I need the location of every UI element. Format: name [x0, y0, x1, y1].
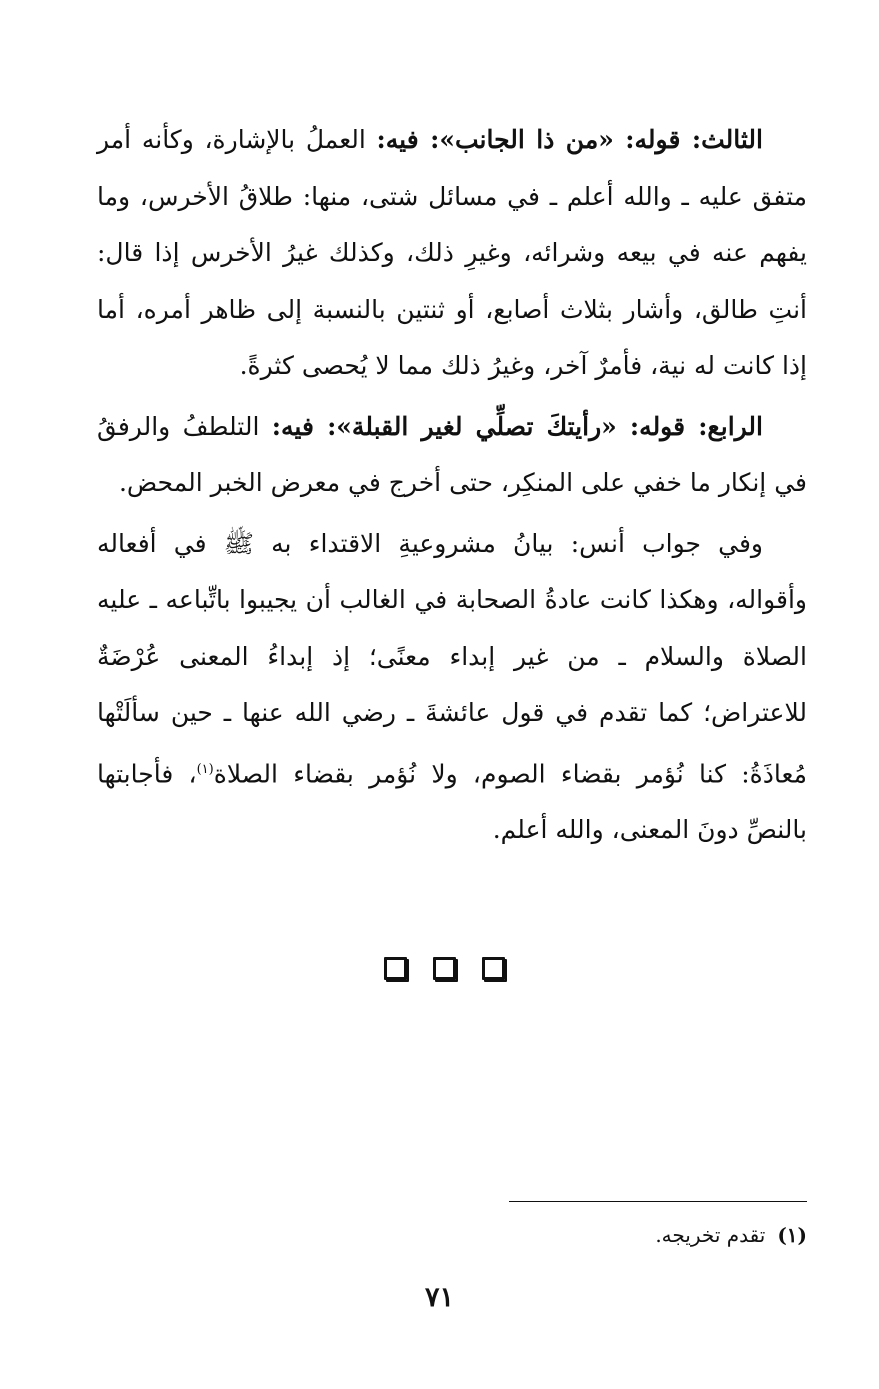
square-ornament-icon	[482, 957, 505, 980]
footnote-marker: (١)	[777, 1223, 807, 1247]
main-text	[97, 112, 807, 859]
paragraph-lead: الثالث: قوله: «من ذا الجانب»: فيه:	[376, 125, 763, 154]
paragraph-anas-answer	[97, 516, 807, 859]
footnote-reference[interactable]: (١)	[196, 761, 214, 777]
square-ornament-icon	[384, 957, 407, 980]
section-divider	[384, 957, 505, 980]
paragraph-tail: ، فأجابتها بالنصِّ دونَ المعنى، والله أعلم.	[97, 758, 807, 845]
paragraph-lead: الرابع: قوله: «رأيتكَ تصلِّي لغير القبلة»: فيه:	[271, 411, 763, 441]
footnote-separator	[509, 1201, 807, 1202]
paragraph-body: التلطفُ والرفقُ في إنكار ما خفي على المنكِر، حتى أخرج في معرض الخبر المحض.	[97, 411, 807, 497]
paragraph-body: وفي جواب أنس: بيانُ مشروعيةِ الاقتداء به ﷺ في أفعاله وأقواله، وهكذا كانت عادةُ الصحابة في الغالب أن يجيبوا باتِّباعه ـ عليه الصلاة والسلام ـ من غير إبداء معنًى؛ إذ إبداءُ المعنى عُرْضَةٌ للاعتراض؛ كما تقدم في قول عائشةَ ـ رضي الله عنها ـ حين سألَتْها مُعاذَةُ: كنا نُؤمر بقضاء الصوم، ولا نُؤمر بقضاء الصلاة	[97, 528, 807, 788]
footnote-text: تقدم تخريجه.	[655, 1223, 766, 1247]
paragraph-third	[97, 112, 807, 395]
square-ornament-icon	[433, 957, 456, 980]
paragraph-body: العملُ بالإشارة، وكأنه أمر متفق عليه ـ والله أعلم ـ في مسائل شتى، منها: طلاقُ الأخرس، وما يفهم عنه في بيعه وشرائه، وغيرِ ذلك، وكذلك غيرُ الأخرس إذا قال: أنتِ طالق، وأشار بثلاث أصابع، أو ثنتين بالنسبة إلى ظاهر أمره، أما إذا كانت له نية، فأمرٌ آخر، وغيرُ ذلك مما لا يُحصى كثرةً.	[97, 125, 807, 380]
paragraph-fourth	[97, 399, 807, 512]
page-number: ٧١	[424, 1282, 454, 1313]
footnote	[407, 1218, 807, 1252]
